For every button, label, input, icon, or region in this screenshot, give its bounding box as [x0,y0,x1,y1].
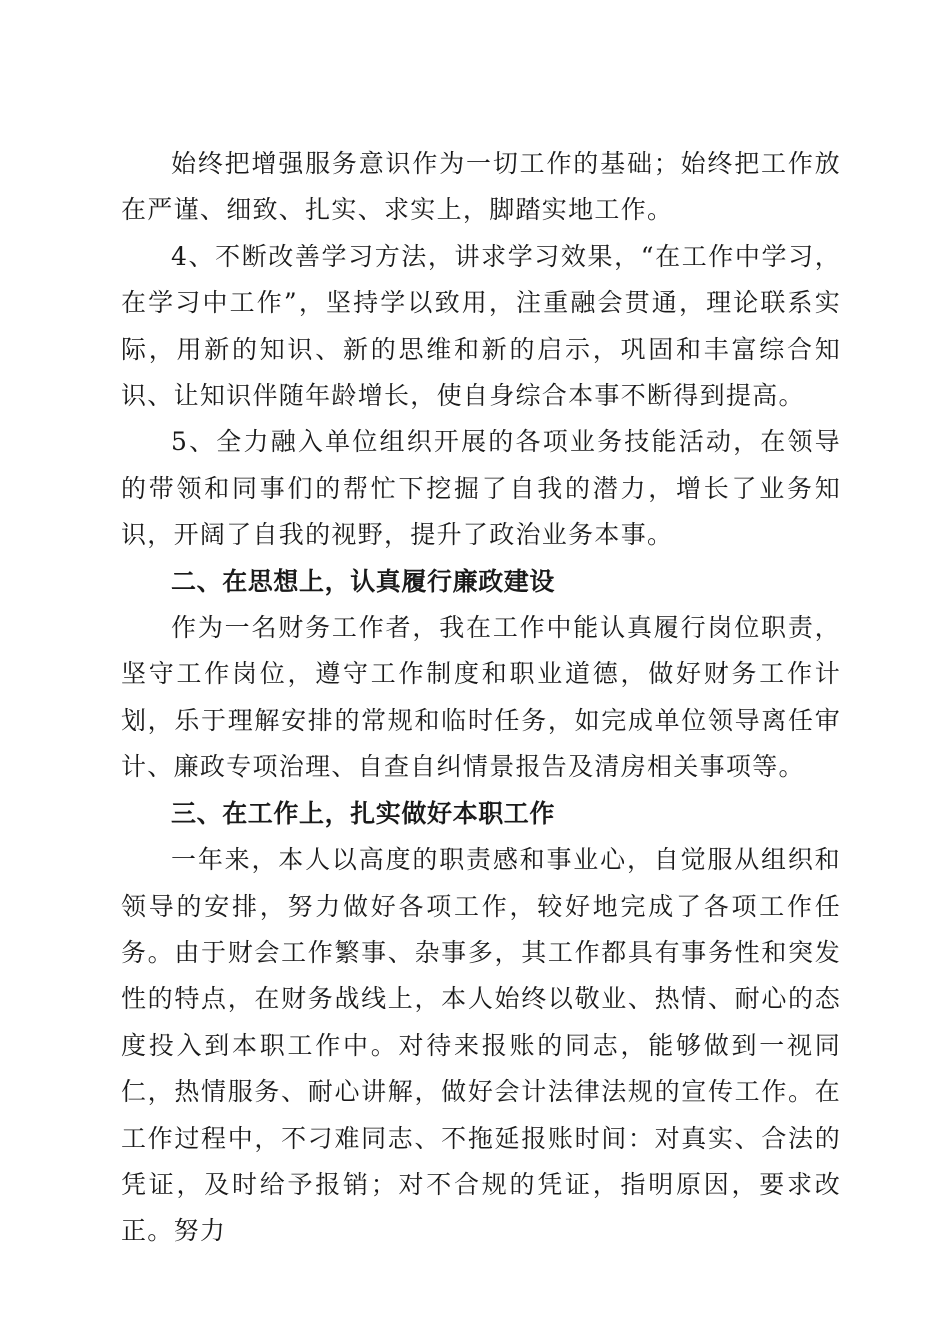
paragraph-service-awareness: 始终把增强服务意识作为一切工作的基础；始终把工作放在严谨、细致、扎实、求实上，脚踏实地工作。 [121,149,841,225]
paragraph-item-4-learning: 4、不断改善学习方法，讲求学习效果，“在工作中学习，在学习中工作”，坚持学以致用，注重融会贯通，理论联系实际，用新的知识、新的思维和新的启示，巩固和丰富综合知识、让知识伴随年龄增长，使自身综合本事不断得到提高。 [121,241,841,411]
paragraph-integrity: 作为一名财务工作者，我在工作中能认真履行岗位职责，坚守工作岗位，遵守工作制度和职业道德，做好财务工作计划，乐于理解安排的常规和临时任务，如完成单位领导离任审计、廉政专项治理、自查自纠情景报告及清房相关事项等。 [121,613,841,782]
section-heading-2: 二、在思想上，认真履行廉政建设 [171,566,556,596]
document-body [121,141,841,1255]
paragraph-work: 一年来，本人以高度的职责感和事业心，自觉服从组织和领导的安排，努力做好各项工作，较好地完成了各项工作任务。由于财会工作繁事、杂事多，其工作都具有事务性和突发性的特点，在财务战线上，本人始终以敬业、热情、耐心的态度投入到本职工作中。对待来报账的同志，能够做到一视同仁，热情服务、耐心讲解，做好会计法律法规的宣传工作。在工作过程中，不刁难同志、不拖延报账时间：对真实、合法的凭证，及时给予报销；对不合规的凭证，指明原因，要求改正。努力 [121,845,841,1246]
section-heading-3: 三、在工作上，扎实做好本职工作 [171,798,556,828]
paragraph-item-5-activities: 5、全力融入单位组织开展的各项业务技能活动，在领导的带领和同事们的帮忙下挖掘了自我的潜力，增长了业务知识，开阔了自我的视野，提升了政治业务本事。 [121,427,841,550]
